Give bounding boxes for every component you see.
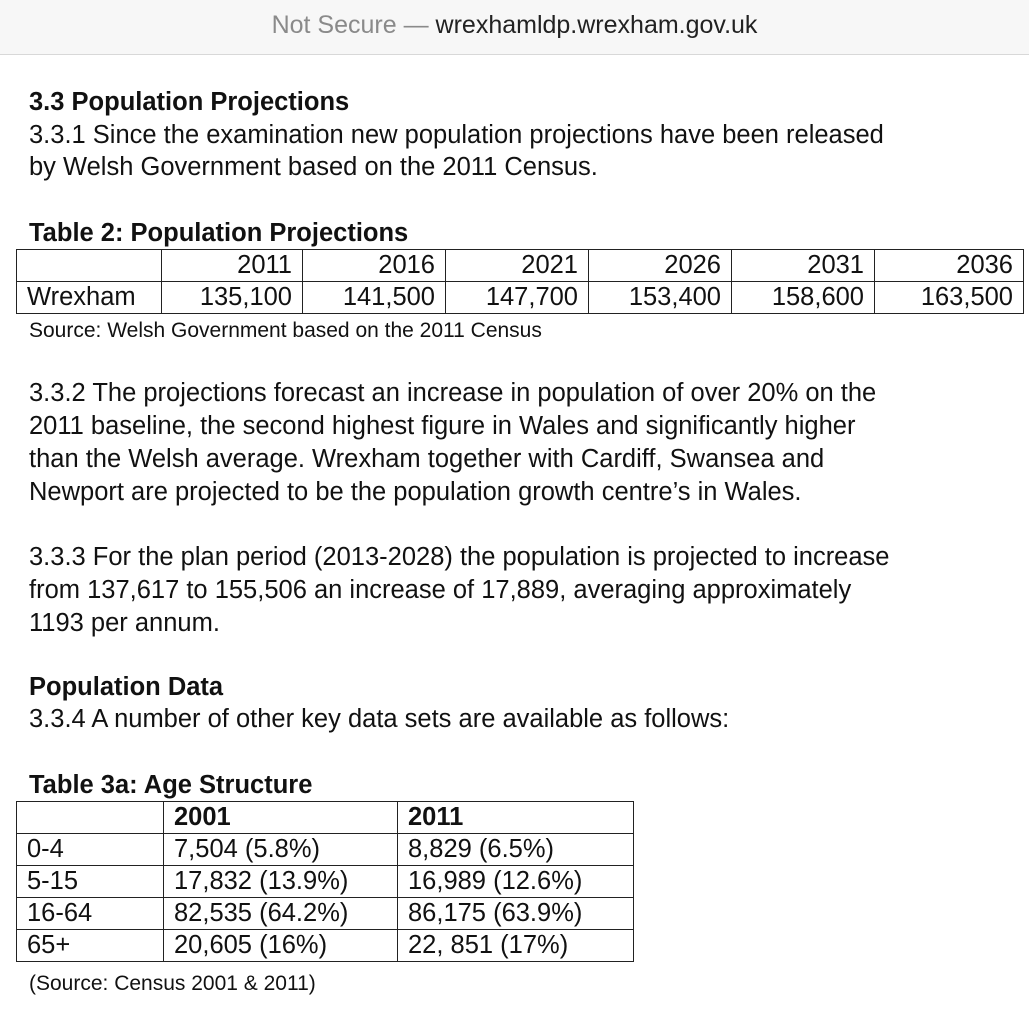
value-2011: 8,829 (6.5%) [398, 834, 634, 866]
year-header: 2011 [162, 250, 303, 282]
year-header: 2031 [732, 250, 875, 282]
paragraph-3-3-2-line-1: 3.3.2 The projections forecast an increase in population of over 20% on the [29, 379, 877, 407]
projection-value: 163,500 [875, 282, 1024, 314]
year-header: 2036 [875, 250, 1024, 282]
projection-value: 147,700 [446, 282, 589, 314]
value-2011: 16,989 (12.6%) [398, 866, 634, 898]
table-corner-cell [17, 250, 162, 282]
value-2001: 17,832 (13.9%) [164, 866, 398, 898]
age-group-label: 65+ [17, 930, 164, 962]
row-label-wrexham: Wrexham [17, 282, 162, 314]
year-header: 2026 [589, 250, 732, 282]
value-2001: 7,504 (5.8%) [164, 834, 398, 866]
table-row [17, 930, 634, 962]
paragraph-3-3-3-line-3: 1193 per annum. [29, 609, 220, 637]
paragraph-3-3-2-line-4: Newport are projected to be the population growth centre’s in Wales. [29, 478, 802, 506]
table-2-source: Source: Welsh Government based on the 2011 Census [29, 319, 542, 342]
age-group-label: 16-64 [17, 898, 164, 930]
table-row [17, 866, 634, 898]
year-header: 2016 [303, 250, 446, 282]
paragraph-3-3-3-line-2: from 137,617 to 155,506 an increase of 17,889, averaging approximately [29, 576, 852, 604]
table-3a-source: (Source: Census 2001 & 2011) [29, 972, 316, 995]
paragraph-3-3-1-line-1: 3.3.1 Since the examination new population projections have been released [29, 121, 884, 149]
column-header-2011: 2011 [398, 802, 634, 834]
table-3a-caption: Table 3a: Age Structure [29, 771, 313, 799]
table-row [17, 834, 634, 866]
table-row [17, 282, 1024, 314]
projection-value: 153,400 [589, 282, 732, 314]
projection-value: 158,600 [732, 282, 875, 314]
age-structure-table [16, 801, 634, 962]
table-2-caption: Table 2: Population Projections [29, 219, 409, 247]
value-2001: 82,535 (64.2%) [164, 898, 398, 930]
age-group-label: 5-15 [17, 866, 164, 898]
table-header-row [17, 250, 1024, 282]
value-2001: 20,605 (16%) [164, 930, 398, 962]
section-heading: 3.3 Population Projections [29, 88, 350, 116]
value-2011: 22, 851 (17%) [398, 930, 634, 962]
table-corner-cell [17, 802, 164, 834]
projection-value: 141,500 [303, 282, 446, 314]
age-group-label: 0-4 [17, 834, 164, 866]
projection-value: 135,100 [162, 282, 303, 314]
url-separator: — [396, 11, 436, 39]
not-secure-label: Not Secure [271, 11, 397, 39]
year-header: 2021 [446, 250, 589, 282]
paragraph-3-3-2-line-2: 2011 baseline, the second highest figure in Wales and significantly higher [29, 412, 856, 440]
paragraph-3-3-3-line-1: 3.3.3 For the plan period (2013-2028) the population is projected to increase [29, 543, 890, 571]
table-header-row [17, 802, 634, 834]
paragraph-3-3-4: 3.3.4 A number of other key data sets are available as follows: [29, 705, 730, 733]
column-header-2001: 2001 [164, 802, 398, 834]
value-2011: 86,175 (63.9%) [398, 898, 634, 930]
population-projections-table [16, 249, 1024, 314]
url-domain: wrexhamldp.wrexham.gov.uk [435, 11, 758, 39]
paragraph-3-3-2-line-3: than the Welsh average. Wrexham together with Cardiff, Swansea and [29, 445, 825, 473]
paragraph-3-3-1-line-2: by Welsh Government based on the 2011 Census. [29, 153, 598, 181]
population-data-heading: Population Data [29, 673, 224, 701]
table-row [17, 898, 634, 930]
